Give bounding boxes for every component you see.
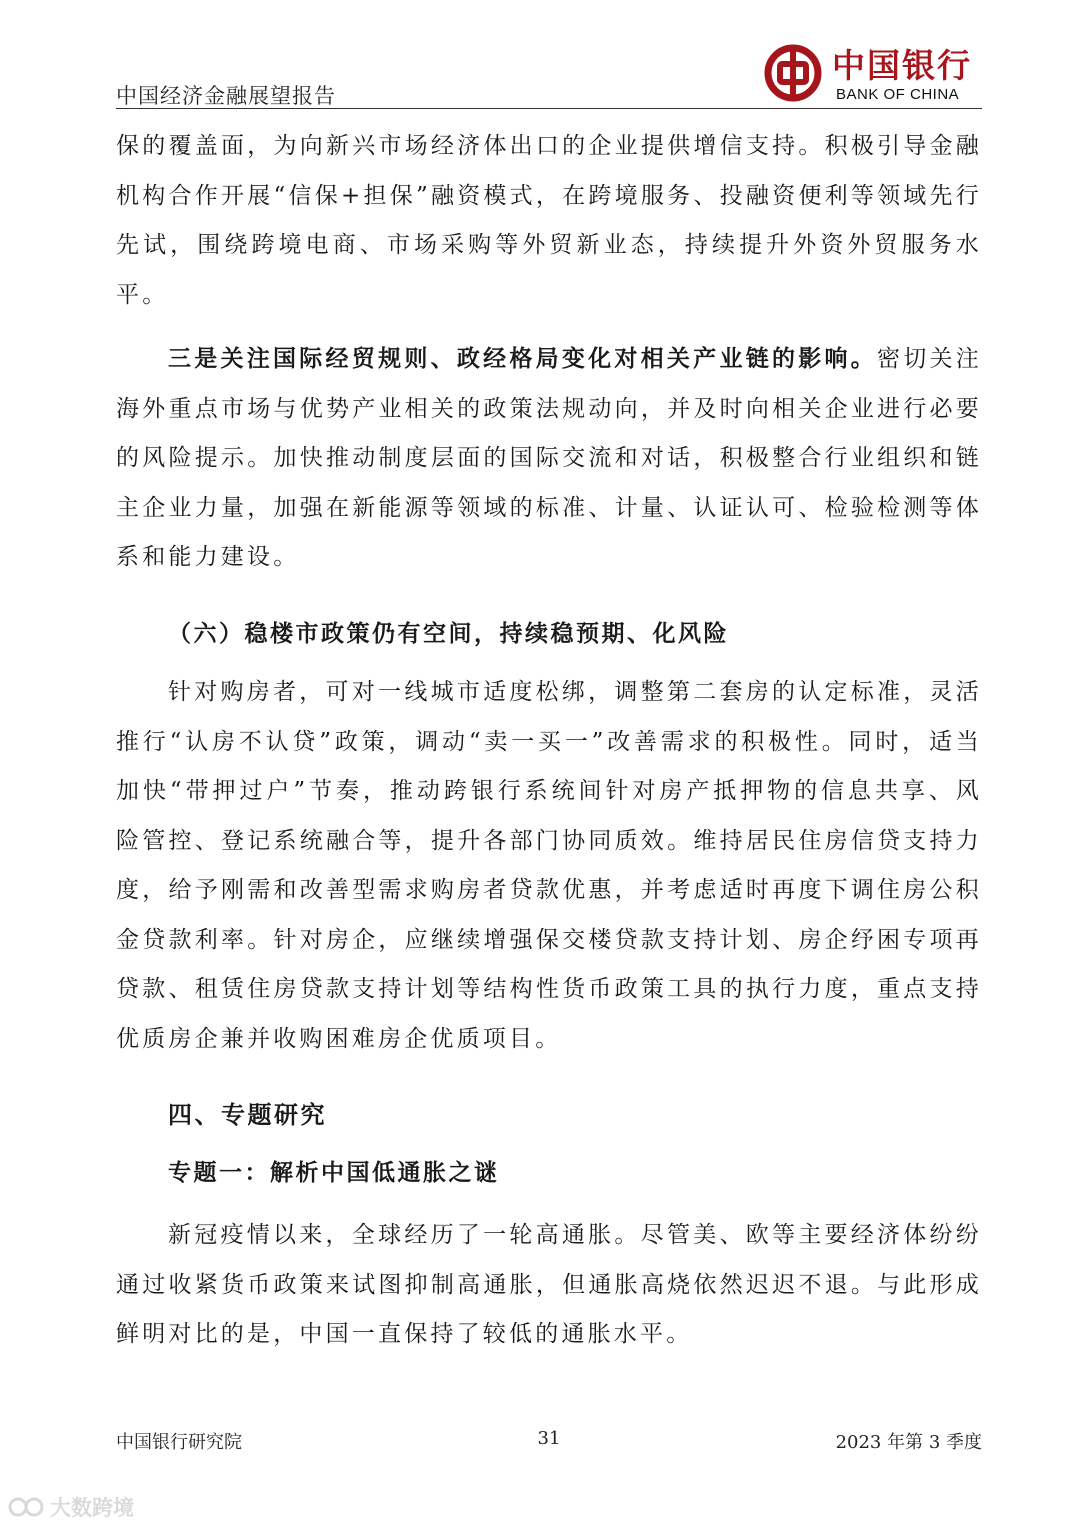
- paragraph-lead-sentence: 三是关注国际经贸规则、政经格局变化对相关产业链的影响。: [168, 345, 878, 372]
- watermark-text: 大数跨境: [50, 1496, 134, 1520]
- paragraph-low-inflation: 新冠疫情以来，全球经历了一轮高通胀。尽管美、欧等主要经济体纷纷通过收紧货币政策来试图抑制高通胀，但通胀高烧依然迟迟不退。与此形成鲜明对比的是，中国一直保持了较低的通胀水平。: [116, 1222, 982, 1347]
- page-footer: [116, 1428, 982, 1458]
- page-body: [116, 122, 982, 1360]
- logo-chinese-name: 中国银行: [832, 46, 972, 85]
- paragraph-continuation: 保的覆盖面，为向新兴市场经济体出口的企业提供增信支持。积极引导金融机构合作开展“信保+担保”融资模式，在跨境服务、投融资便利等领域先行先试，围绕跨境电商、市场采购等外贸新业态，持续提升外资外贸服务水平。: [116, 133, 982, 308]
- paragraph-body: 密切关注海外重点市场与优势产业相关的政策法规动向，并及时向相关企业进行必要的风险提示。加快推动制度层面的国际交流和对话，积极整合行业组织和链主企业力量，加强在新能源等领域的标准、计量、认证认可、检验检测等体系和能力建设。: [116, 346, 982, 570]
- header-divider: [116, 108, 982, 109]
- page-header: [116, 40, 982, 110]
- chapter-heading-four: 四、专题研究: [168, 1100, 327, 1129]
- topic-heading-one: 专题一：解析中国低通胀之谜: [168, 1158, 500, 1186]
- bank-of-china-logo-icon: [764, 44, 822, 102]
- paragraph-third-point: [116, 334, 982, 583]
- logo-english-name: BANK OF CHINA: [836, 86, 960, 103]
- bank-logo: [764, 40, 984, 106]
- report-title: 中国经济金融展望报告: [116, 84, 336, 108]
- footer-period: 2023 年第 3 季度: [835, 1432, 982, 1453]
- watermark: [8, 1492, 134, 1522]
- paragraph-housing-policy: 针对购房者，可对一线城市适度松绑，调整第二套房的认定标准，灵活推行“认房不认贷”政策，调动“卖一买一”改善需求的积极性。同时，适当加快“带押过户”节奏，推动跨银行系统间针对房产抵押物的信息共享、风险管控、登记系统融合等，提升各部门协同质效。维持居民住房信贷支持力度，给予刚需和改善型需求购房者贷款优惠，并考虑适时再度下调住房公积金贷款利率。针对房企，应继续增强保交楼贷款支持计划、房企纾困专项再贷款、租赁住房贷款支持计划等结构性货币政策工具的执行力度，重点支持优质房企兼并收购困难房企优质项目。: [116, 679, 982, 1052]
- page-number: 31: [537, 1428, 561, 1449]
- section-heading-six: （六）稳楼市政策仍有空间，持续稳预期、化风险: [168, 619, 729, 647]
- footer-organization: 中国银行研究院: [116, 1432, 242, 1453]
- watermark-logo-icon: [8, 1494, 46, 1520]
